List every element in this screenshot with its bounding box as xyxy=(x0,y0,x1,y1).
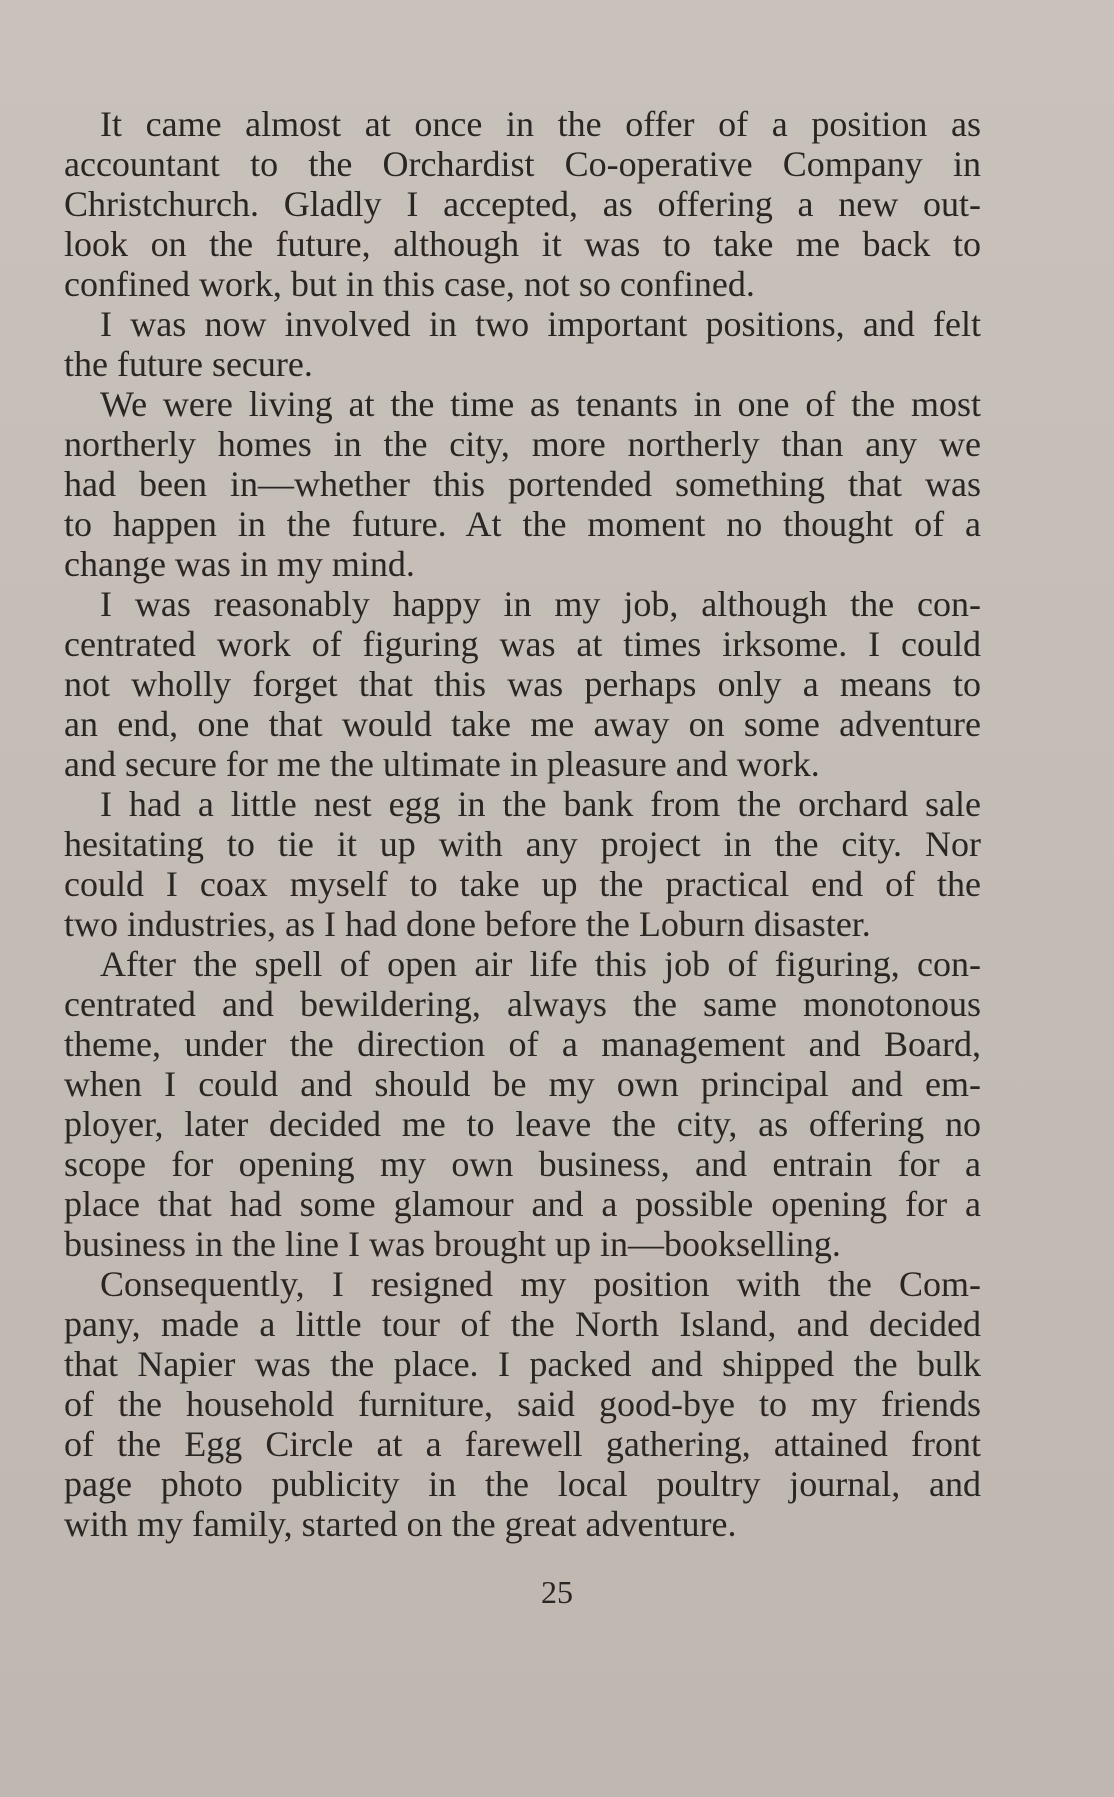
text-line: northerly homes in the city, more northerly than any we xyxy=(64,424,981,464)
text-line: scope for opening my own business, and entrain for a xyxy=(64,1144,981,1184)
text-line: when I could and should be my own principal and em- xyxy=(64,1064,981,1104)
text-line: It came almost at once in the offer of a position as xyxy=(100,104,981,144)
text-line: of the household furniture, said good-bye to my friends xyxy=(64,1384,981,1424)
text-line: that Napier was the place. I packed and shipped the bulk xyxy=(64,1344,981,1384)
text-line: not wholly forget that this was perhaps only a means to xyxy=(64,664,981,704)
text-line: two industries, as I had done before the Loburn disaster. xyxy=(64,904,871,944)
text-line: and secure for me the ultimate in pleasure and work. xyxy=(64,744,820,784)
page-number: 25 xyxy=(541,1574,573,1610)
text-line: Christchurch. Gladly I accepted, as offering a new out- xyxy=(64,184,981,224)
text-line: had been in—whether this portended something that was xyxy=(64,464,981,504)
text-line: theme, under the direction of a management and Board, xyxy=(64,1024,981,1064)
text-line: We were living at the time as tenants in one of the most xyxy=(100,384,981,424)
body-text xyxy=(64,104,981,1544)
text-line: confined work, but in this case, not so confined. xyxy=(64,264,755,304)
text-line: ployer, later decided me to leave the city, as offering no xyxy=(64,1104,981,1144)
text-line: page photo publicity in the local poultry journal, and xyxy=(64,1464,981,1504)
text-line: centrated and bewildering, always the same monotonous xyxy=(64,984,981,1024)
text-line: accountant to the Orchardist Co-operative Company in xyxy=(64,144,981,184)
text-line: I had a little nest egg in the bank from the orchard sale xyxy=(100,784,981,824)
text-line: of the Egg Circle at a farewell gathering, attained front xyxy=(64,1424,981,1464)
text-line: I was now involved in two important positions, and felt xyxy=(100,304,981,344)
text-line: to happen in the future. At the moment no thought of a xyxy=(64,504,981,544)
text-line: change was in my mind. xyxy=(64,544,415,584)
text-line: business in the line I was brought up in—bookselling. xyxy=(64,1224,841,1264)
text-line: an end, one that would take me away on some adventure xyxy=(64,704,981,744)
text-line: could I coax myself to take up the practical end of the xyxy=(64,864,981,904)
text-line: After the spell of open air life this job of figuring, con- xyxy=(100,944,981,984)
text-line: with my family, started on the great adventure. xyxy=(64,1504,737,1544)
text-line: Consequently, I resigned my position with the Com- xyxy=(100,1264,981,1304)
text-line: I was reasonably happy in my job, although the con- xyxy=(100,584,981,624)
text-line: look on the future, although it was to take me back to xyxy=(64,224,981,264)
text-line: the future secure. xyxy=(64,344,313,384)
text-line: centrated work of figuring was at times irksome. I could xyxy=(64,624,981,664)
text-line: hesitating to tie it up with any project in the city. Nor xyxy=(64,824,981,864)
text-line: place that had some glamour and a possible opening for a xyxy=(64,1184,981,1224)
text-line: pany, made a little tour of the North Island, and decided xyxy=(64,1304,981,1344)
